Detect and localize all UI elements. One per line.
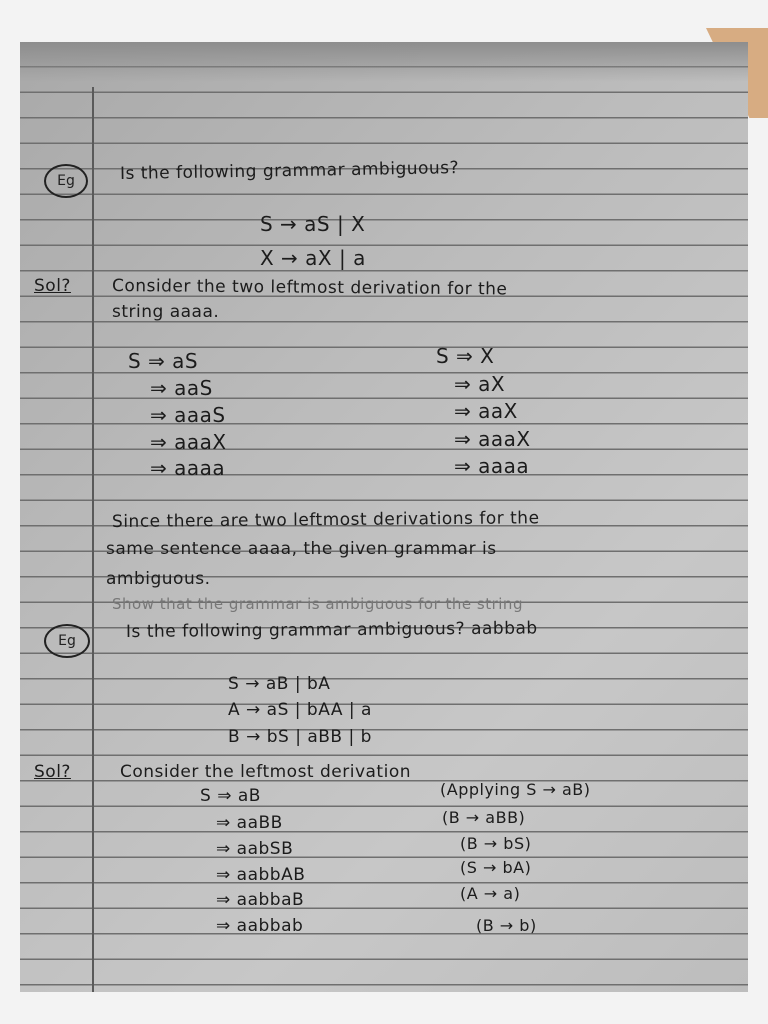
solution-tag-1: Sol? <box>34 276 71 296</box>
consider-line-2: string aaaa. <box>112 302 220 322</box>
solution-tag-2: Sol? <box>34 762 71 782</box>
derivation-step-1: S ⇒ aB <box>200 786 261 806</box>
derivation-right-4: ⇒ aaaX <box>454 427 531 451</box>
derivation-step-2: ⇒ aaBB <box>216 813 283 833</box>
derivation-left-4: ⇒ aaaX <box>150 430 227 454</box>
conclusion-line-1: Since there are two leftmost derivations for the <box>111 508 540 532</box>
derivation-reason-4: (S → bA) <box>460 858 532 877</box>
example-tag-1: Eg <box>44 164 88 198</box>
grammar-rule-1: S → aS | X <box>260 212 366 236</box>
conclusion-line-2: same sentence aaaa, the given grammar is <box>106 539 497 559</box>
derivation-step-4: ⇒ aabbAB <box>216 865 306 885</box>
derivation-reason-6: (B → b) <box>476 916 537 935</box>
conclusion-line-3: ambiguous. <box>106 569 211 589</box>
derivation-step-5: ⇒ aabbaB <box>216 890 305 910</box>
derivation-reason-3: (B → bS) <box>460 834 532 853</box>
derivation-left-1: S ⇒ aS <box>128 349 199 373</box>
question-1: Is the following grammar ambiguous? <box>119 158 460 184</box>
derivation-step-6: ⇒ aabbab <box>216 916 304 936</box>
grammar-rule-4: A → aS | bAA | a <box>228 700 372 720</box>
derivation-right-5: ⇒ aaaa <box>454 454 530 478</box>
notebook-page <box>20 42 748 992</box>
margin-line <box>92 87 94 992</box>
consider-line-1: Consider the two leftmost derivation for the <box>111 276 508 300</box>
derivation-left-5: ⇒ aaaa <box>150 456 226 480</box>
derivation-reason-1: (Applying S → aB) <box>440 780 591 799</box>
grammar-rule-3: S → aB | bA <box>228 674 331 694</box>
example-tag-2: Eg <box>44 624 90 658</box>
derivation-right-3: ⇒ aaX <box>454 399 518 423</box>
grammar-rule-5: B → bS | aBB | b <box>228 727 372 747</box>
derivation-right-2: ⇒ aX <box>454 372 506 396</box>
derivation-step-3: ⇒ aabSB <box>216 839 294 859</box>
grammar-rule-2: X → aX | a <box>260 246 366 270</box>
derivation-reason-5: (A → a) <box>460 884 521 903</box>
faint-line: Show that the grammar is ambiguous for the string <box>112 595 523 613</box>
derivation-left-2: ⇒ aaS <box>150 376 213 400</box>
question-2: Is the following grammar ambiguous? aabbab <box>125 618 538 642</box>
derivation-right-1: S ⇒ X <box>436 344 495 368</box>
derivation-left-3: ⇒ aaaS <box>150 403 226 427</box>
consider-line-3: Consider the leftmost derivation <box>120 762 411 782</box>
derivation-reason-2: (B → aBB) <box>442 808 526 827</box>
